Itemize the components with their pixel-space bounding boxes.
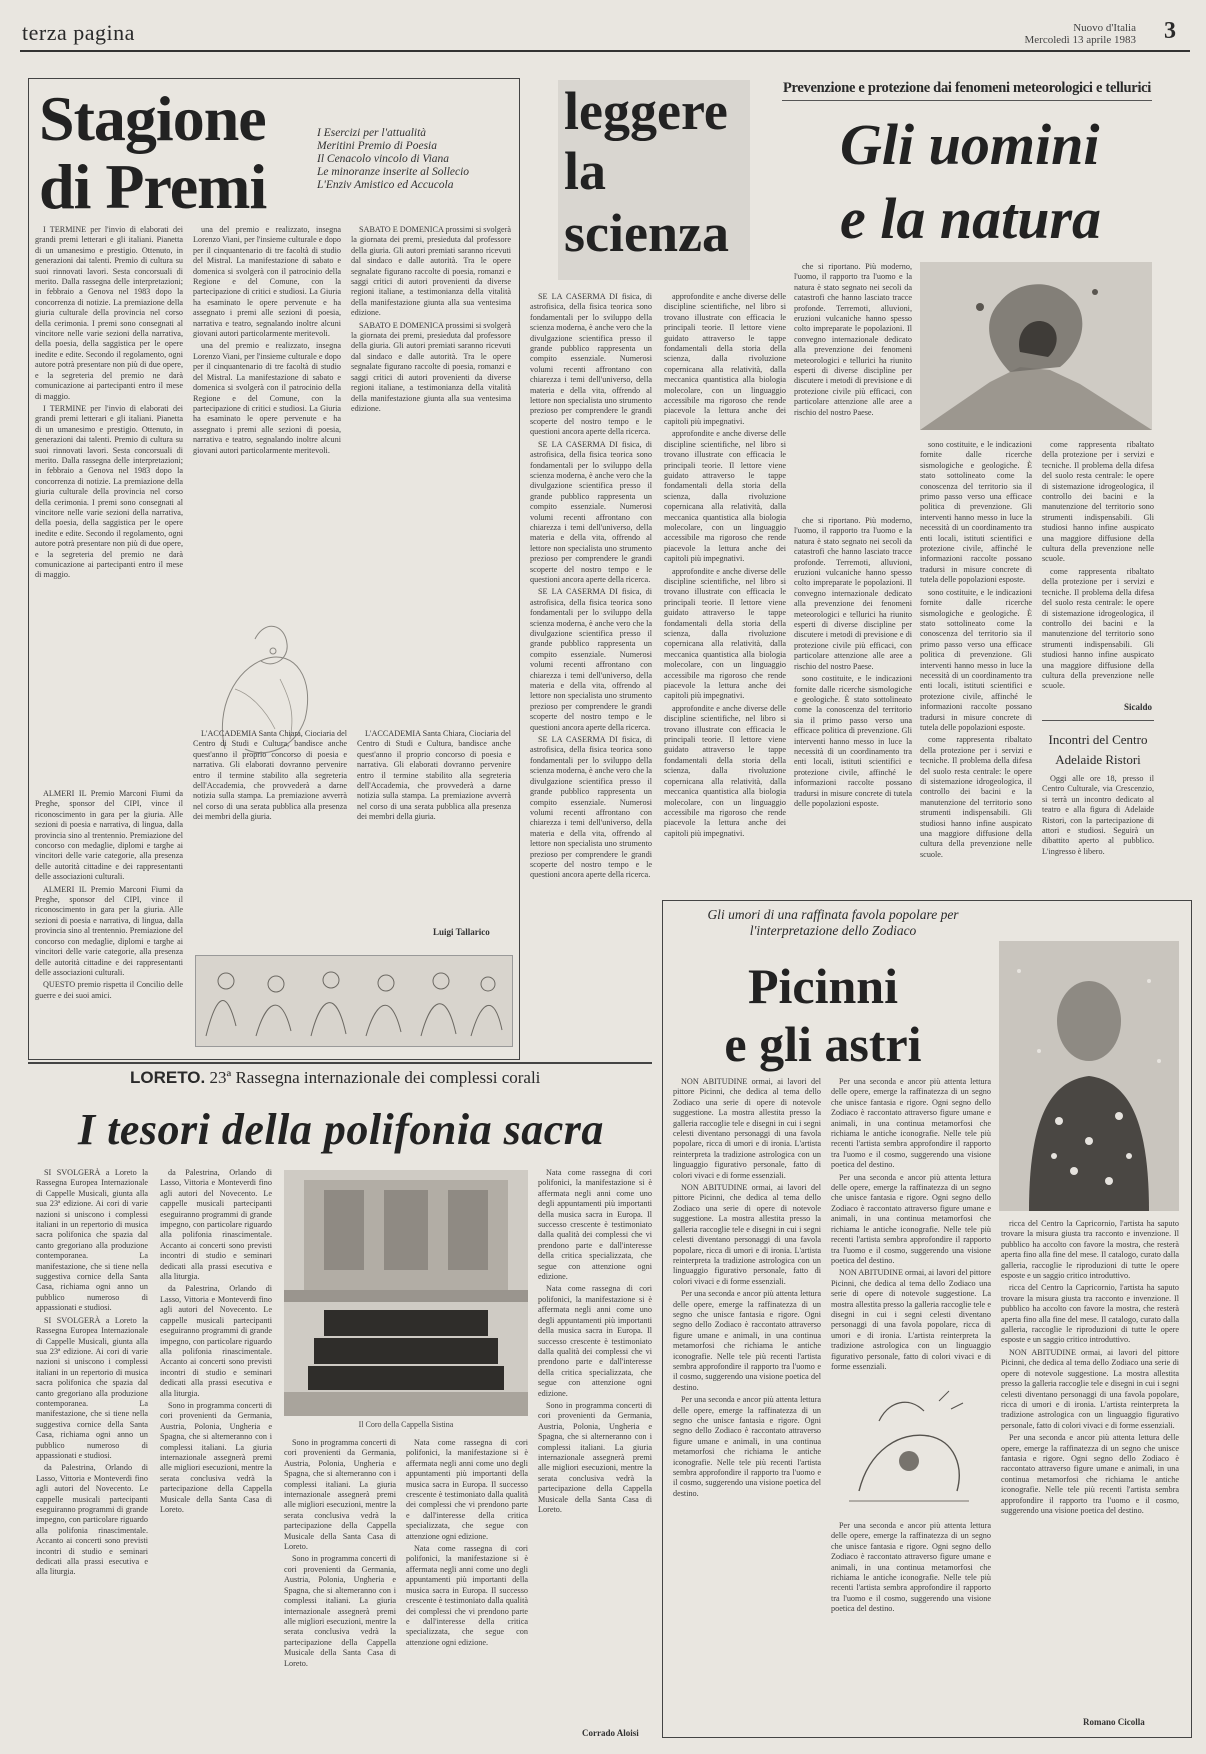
artist-portrait-photo xyxy=(999,941,1179,1211)
incontri-text xyxy=(1042,774,1154,904)
scienza-paragraph: SE LA CASERMA DI fisica, di astrofisica, della fisica teorica sono fondamentali per lo sviluppo della scienza moderna, è anche vero che la divulgazione scientifica presso il grande pubblico rappresenta un compito essenziale. Numerosi volumi recenti affrontano con chiarezza i temi dell'universo, della materia e della vita, offrendo al lettore non specialista uno strumento prezioso per comprendere le grandi scoperte del nostro tempo e le questioni ancora aperte della ricerca. xyxy=(530,439,652,584)
picinni-column-1 xyxy=(673,1077,821,1727)
picinni-title-line1: Picinni xyxy=(747,958,899,1014)
premi-paragraph: una del premio e realizzato, insegna Lorenzo Viani, per l'insieme culturale e dopo per il cinquantenario di tre facoltà di studio del Mistral. La manifestazione di sabato e domenica si svolgerà con il patrocinio della Regione e del Comune, con la partecipazione di critici e studiosi. La Giuria ha esaminato le opere pervenute e ha assegnato i premi alle sezioni di poesia, narrativa e teatro, segnalando inoltre alcuni giovani autori particolarmente meritevoli. xyxy=(193,341,341,455)
scienza-paragraph: approfondite e anche diverse delle discipline scientifiche, nel libro si trovano illustrate con efficacia le principali teorie. Il lettore viene guidato attraverso le tappe fondamentali della storia della scienza, dalla rivoluzione copernicana alla relatività, dalla meccanica quantistica alla biologia molecolare, con un linguaggio accessibile ma rigoroso che rende piacevole la lettura anche dei capitoli più impegnativi. xyxy=(664,703,786,838)
premi-list-item: Il Cenacolo vincolo di Viana xyxy=(317,153,450,165)
loreto-kicker-text: 23ª Rassegna internazionale dei complessi corali xyxy=(209,1068,541,1087)
incontri-rule xyxy=(1042,720,1154,721)
premi-list-item: Meritini Premio di Poesia xyxy=(317,140,437,152)
scienza-paragraph: SE LA CASERMA DI fisica, di astrofisica, della fisica teorica sono fondamentali per lo sviluppo della scienza moderna, è anche vero che la divulgazione scientifica presso il grande pubblico rappresenta un compito essenziale. Numerosi volumi recenti affrontano con chiarezza i temi dell'universo, della materia e della vita, offrendo al lettore non specialista uno strumento prezioso per comprendere le grandi scoperte del nostro tempo e le questioni ancora aperte della ricerca. xyxy=(530,735,652,880)
premi-list-item: I Esercizi per l'attualità xyxy=(317,127,427,139)
loreto-signature: Corrado Aloisi xyxy=(582,1728,639,1738)
loreto-paragraph: Sono in programma concerti di cori provenienti da Germania, Austria, Polonia, Ungheria e Spagna, che si alterneranno con i complessi italiani. La giuria internazionale assegnerà premi alle migliori esecuzioni, mentre la serata conclusiva vedrà la partecipazione della Cappella Musicale della Santa Casa di Loreto. xyxy=(284,1438,396,1552)
premi-paragraph: ALMERI IL Premio Marconi Fiumi da Preghe, sponsor del CIPI, vince il riconoscimento in gara per la giuria. Alle sezioni di poesia e narrativa, di lingua, dalla provincia sino al trentennio. Premiazione del concorso con medaglie, diplomi e targhe ai vincitori delle varie categorie, alla presenza delle autorità cittadine e dei rappresentanti delle associazioni culturali. xyxy=(35,789,183,882)
natura-column-2 xyxy=(920,440,1032,906)
loreto-kicker-city: LORETO. xyxy=(130,1068,206,1087)
premi-paragraph: ALMERI IL Premio Marconi Fiumi da Preghe, sponsor del CIPI, vince il riconoscimento in gara per la giuria. Alle sezioni di poesia e narrativa, di lingua, dalla provincia sino al trentennio. Premiazione del concorso con medaglie, diplomi e targhe ai vincitori delle varie categorie, alla presenza delle autorità cittadine e dei rappresentanti delle associazioni culturali. xyxy=(35,884,183,977)
premi-paragraph: I TERMINE per l'invio di elaborati dei grandi premi letterari e gli italiani. Pianetta di un umanesimo e prestigio. Ottenuto, in generazioni dai talenti. Premio di cultura su suoi rinnovati lavori. Sesta concorsuali di merito. Dalla rassegna delle interpretazioni; in febbraio a Genova nel 1983 dopo la concorrenza di notizie. La premiazione della giuria culturale della provincia nel corso della cerimonia. I premi sono consegnati al vincitore nelle varie sezioni della narrativa, della poesia, della saggistica per le opere inedite e edite. Secondo il regolamento, ogni autore potrà presentare non più di due opere, e la segreteria del premio ne darà comunicazione ai partecipanti entro il mese di maggio. xyxy=(35,225,183,401)
premi-column-4 xyxy=(193,729,511,919)
loreto-column-5 xyxy=(538,1168,652,1724)
scienza-paragraph: SE LA CASERMA DI fisica, di astrofisica, della fisica teorica sono fondamentali per lo sviluppo della scienza moderna, è anche vero che la divulgazione scientifica presso il grande pubblico rappresenta un compito essenziale. Numerosi volumi recenti affrontano con chiarezza i temi dell'universo, della materia e della vita, offrendo al lettore non specialista uno strumento prezioso per comprendere le grandi scoperte del nostro tempo e le questioni ancora aperte della ricerca. xyxy=(530,292,652,437)
natura-column-1b xyxy=(794,516,912,906)
natura-kicker: Prevenzione e protezione dai fenomeni meteorologici e tellurici xyxy=(782,80,1152,96)
choir-photo xyxy=(284,1170,528,1416)
picinni-paragraph: NON ABITUDINE ormai, ai lavori del pittore Picinni, che dedica al tema dello Zodiaco una serie di opere di notevole suggestione. La mostra allestita presso la galleria raccoglie tele e disegni in cui i segni celesti diventano personaggi di una favola popolare, ricca di umori e di ironia. L'artista reinterpreta la tradizione astrologica con un linguaggio figurativo personale, fatto di colori vivaci e di forme essenziali. xyxy=(1001,1347,1179,1430)
loreto-column-2 xyxy=(160,1168,272,1738)
scienza-paragraph: approfondite e anche diverse delle discipline scientifiche, nel libro si trovano illustrate con efficacia le principali teorie. Il lettore viene guidato attraverso le tappe fondamentali della storia della scienza, dalla rivoluzione copernicana alla relatività, dalla meccanica quantistica alla biologia molecolare, con un linguaggio accessibile ma rigoroso che rende piacevole la lettura anche dei capitoli più impegnativi. xyxy=(664,429,786,564)
scienza-paragraph: SE LA CASERMA DI fisica, di astrofisica, della fisica teorica sono fondamentali per lo sviluppo della scienza moderna, è anche vero che la divulgazione scientifica presso il grande pubblico rappresenta un compito essenziale. Numerosi volumi recenti affrontano con chiarezza i temi dell'universo, della materia e della vita, offrendo al lettore non specialista uno strumento prezioso per comprendere le grandi scoperte del nostro tempo e le questioni ancora aperte della ricerca. xyxy=(530,587,652,732)
premi-column-3 xyxy=(351,225,511,585)
picinni-signature: Romano Cicolla xyxy=(1083,1717,1145,1727)
picinni-kicker: Gli umori di una raffinata favola popolare per l'interpretazione dello Zodiaco xyxy=(707,907,959,938)
loreto-paragraph: Nata come rassegna di cori polifonici, la manifestazione si è affermata negli anni come uno degli appuntamenti più importanti della musica sacra in Europa. Il successo crescente è testimoniato dalla qualità dei complessi che vi prendono parte e dall'interesse della critica specializzata, che segue con attenzione ogni edizione. xyxy=(538,1168,652,1282)
loreto-column-4 xyxy=(406,1438,528,1738)
natura-paragraph: come rappresenta ribaltato della protezione per i servizi e tecniche. Il problema della difesa del suolo resta centrale: le opere di sistemazione idrogeologica, il controllo dei bacini e la manutenzione del territorio sono strumenti indispensabili. Gli studiosi hanno infine auspicato una maggiore diffusione della cultura della prevenzione nelle scuole. xyxy=(920,735,1032,859)
loreto-column-3 xyxy=(284,1438,396,1738)
picinni-paragraph: NON ABITUDINE ormai, ai lavori del pittore Picinni, che dedica al tema dello Zodiaco una serie di opere di notevole suggestione. La mostra allestita presso la galleria raccoglie tele e disegni in cui i segni celesti diventano personaggi di una favola popolare, ricca di umori e di ironia. L'artista reinterpreta la tradizione astrologica con un linguaggio figurativo personale, fatto di colori vivaci e di forme essenziali. xyxy=(673,1183,821,1286)
natura-paragraph: che si riportano. Più moderno, l'uomo, il rapporto tra l'uomo e la natura è stato segnato nei secoli da catastrofi che hanno lasciato tracce profonde. Terremoti, alluvioni, eruzioni vulcaniche hanno spesso colto impreparate le popolazioni. Il convegno internazionale dedicato alla prevenzione dei fenomeni meteorologici e tellurici ha riunito esperti di diverse discipline per discutere i metodi di previsione e di protezione civile più efficaci, con particolare attenzione alle aree a rischio del nostro Paese. xyxy=(794,516,912,671)
natura-paragraph: sono costituite, e le indicazioni fornite dalle ricerche sismologiche e geologiche. È stato sottolineato come la conoscenza del territorio sia il primo passo verso una efficace politica di prevenzione. Gli interventi hanno messo in luce la necessità di un coordinamento tra enti locali, istituti scientifici e protezione civile, affinché le informazioni raccolte possano tradursi in misure concrete di tutela delle popolazioni esposte. xyxy=(920,587,1032,732)
premi-list xyxy=(317,127,517,192)
loreto-paragraph: SI SVOLGERÀ a Loreto la Rassegna Europea Internazionale di Cappelle Musicali, giunta alla sua 23ª edizione. Ai cori di varie nazioni si uniscono i complessi italiani in un repertorio di musica sacra polifonica che spazia dal canto gregoriano alla produzione contemporanea. La manifestazione, che si tiene nella suggestiva cornice della Santa Casa, richiama ogni anno un pubblico numeroso di appassionati e studiosi. xyxy=(36,1315,148,1460)
natura-paragraph: che si riportano. Più moderno, l'uomo, il rapporto tra l'uomo e la natura è stato segnato nei secoli da catastrofi che hanno lasciato tracce profonde. Terremoti, alluvioni, eruzioni vulcaniche hanno spesso colto impreparate le popolazioni. Il convegno internazionale dedicato alla prevenzione dei fenomeni meteorologici e tellurici ha riunito esperti di diverse discipline per discutere i metodi di previsione e di protezione civile più efficaci, con particolare attenzione alle aree a rischio del nostro Paese. xyxy=(794,262,912,417)
premi-paragraph: L'ACCADEMIA Santa Chiara, Ciociaria del Centro di Studi e Cultura, bandisce anche quest'anno il proprio concorso di poesia e narrativa. Gli elaborati dovranno pervenire entro il termine stabilito alla segreteria dell'Accademia, che provvederà a darne notizia sulla stampa. La premiazione avverrà nel corso di una serata pubblica alla presenza dei membri della giuria. xyxy=(193,729,347,822)
picinni-paragraph: Per una seconda e ancor più attenta lettura delle opere, emerge la raffinatezza di un segno che unisce fantasia e rigore. Ogni segno dello Zodiaco è raccontato attraverso figure umane e animali, in una continua metamorfosi che richiama le antiche iconografie. Nelle tele più recenti l'artista sembra approfondire il rapporto tra l'uomo e il cosmo, suggerendo una visione poetica del destino. xyxy=(831,1172,991,1265)
picinni-paragraph: ricca del Centro la Capricornio, l'artista ha saputo trovare la misura giusta tra racconto e invenzione. Il pubblico ha accolto con favore la mostra, che resterà aperta fino alla fine del mese. Il catalogo, curato dalla galleria, raccoglie le riproduzioni di tutte le opere esposte e un saggio critico introduttivo. xyxy=(1001,1219,1179,1281)
loreto-kicker xyxy=(130,1068,540,1088)
natura-column-1 xyxy=(794,262,912,512)
premi-title-line1: Stagione xyxy=(39,83,266,154)
section-name: terza pagina xyxy=(22,20,135,45)
scienza-title-line1: leggere xyxy=(564,81,728,141)
loreto-paragraph: Sono in programma concerti di cori provenienti da Germania, Austria, Polonia, Ungheria e Spagna, che si alterneranno con i complessi italiani. La giuria internazionale assegnerà premi alle migliori esecuzioni, mentre la serata conclusiva vedrà la partecipazione della Cappella Musicale della Santa Casa di Loreto. xyxy=(160,1400,272,1514)
picinni-paragraph: Per una seconda e ancor più attenta lettura delle opere, emerge la raffinatezza di un segno che unisce fantasia e rigore. Ogni segno dello Zodiaco è raccontato attraverso figure umane e animali, in una continua metamorfosi che richiama le antiche iconografie. Nelle tele più recenti l'artista sembra approfondire il rapporto tra l'uomo e il cosmo, suggerendo una visione poetica del destino. xyxy=(831,1077,991,1170)
natura-kicker-rule xyxy=(782,100,1152,101)
premi-column-1 xyxy=(35,225,183,785)
picinni-paragraph: Per una seconda e ancor più attenta lettura delle opere, emerge la raffinatezza di un segno che unisce fantasia e rigore. Ogni segno dello Zodiaco è raccontato attraverso figure umane e animali, in una continua metamorfosi che richiama le antiche iconografie. Nelle tele più recenti l'artista sembra approfondire il rapporto tra l'uomo e il cosmo, suggerendo una visione poetica del destino. xyxy=(831,1521,991,1614)
picinni-paragraph: Per una seconda e ancor più attenta lettura delle opere, emerge la raffinatezza di un segno che unisce fantasia e rigore. Ogni segno dello Zodiaco è raccontato attraverso figure umane e animali, in una continua metamorfosi che richiama le antiche iconografie. Nelle tele più recenti l'artista sembra approfondire il rapporto tra l'uomo e il cosmo, suggerendo una visione poetica del destino. xyxy=(1001,1433,1179,1515)
premi-article-box xyxy=(28,78,520,1060)
picinni-paragraph: NON ABITUDINE ormai, ai lavori del pittore Picinni, che dedica al tema dello Zodiaco una serie di opere di notevole suggestione. La mostra allestita presso la galleria raccoglie tele e disegni in cui i segni celesti diventano personaggi di una favola popolare, ricca di umori e di ironia. L'artista reinterpreta la tradizione astrologica con un linguaggio figurativo personale, fatto di colori vivaci e di forme essenziali. xyxy=(831,1268,991,1371)
premi-paragraph: SABATO E DOMENICA prossimi si svolgerà la giornata dei premi, presieduta dal professore della giuria. Gli autori premiati saranno ricevuti dal sindaco e dalle autorità. Tra le opere segnalate figurano raccolte di poesia, romanzi e saggi critici di autori provenienti da diverse regioni italiane, a testimonianza della vitalità della manifestazione giunta alla sua ventesima edizione. xyxy=(351,320,511,413)
natura-paragraph: sono costituite, e le indicazioni fornite dalle ricerche sismologiche e geologiche. È stato sottolineato come la conoscenza del territorio sia il primo passo verso una efficace politica di prevenzione. Gli interventi hanno messo in luce la necessità di un coordinamento tra enti locali, istituti scientifici e protezione civile, affinché le informazioni raccolte possano tradursi in misure concrete di tutela delle popolazioni esposte. xyxy=(920,440,1032,585)
picinni-column-3 xyxy=(1001,1219,1179,1709)
premi-paragraph: SABATO E DOMENICA prossimi si svolgerà la giornata dei premi, presieduta dal professore della giuria. Gli autori premiati saranno ricevuti dal sindaco e dalle autorità. Tra le opere segnalate figurano raccolte di poesia, romanzi e saggi critici di autori provenienti da diverse regioni italiane, a testimonianza della vitalità della manifestazione giunta alla sua ventesima edizione. xyxy=(351,225,511,318)
zodiac-drawing xyxy=(839,1381,979,1511)
loreto-paragraph: Nata come rassegna di cori polifonici, la manifestazione si è affermata negli anni come uno degli appuntamenti più importanti della musica sacra in Europa. Il successo crescente è testimoniato dalla qualità dei complessi che vi prendono parte e dall'interesse della critica specializzata, che segue con attenzione ogni edizione. xyxy=(406,1438,528,1541)
loreto-paragraph: SI SVOLGERÀ a Loreto la Rassegna Europea Internazionale di Cappelle Musicali, giunta alla sua 23ª edizione. Ai cori di varie nazioni si uniscono i complessi italiani in un repertorio di musica sacra polifonica che spazia dal canto gregoriano alla produzione contemporanea. La manifestazione, che si tiene nella suggestiva cornice della Santa Casa, richiama ogni anno un pubblico numeroso di appassionati e studiosi. xyxy=(36,1168,148,1313)
premi-paragraph: una del premio e realizzato, insegna Lorenzo Viani, per l'insieme culturale e dopo per il cinquantenario di tre facoltà di studio del Mistral. La manifestazione di sabato e domenica si svolgerà con il patrocinio della Regione e del Comune, con la partecipazione di critici e studiosi. La Giuria ha esaminato le opere pervenute e ha assegnato i premi alle sezioni di poesia, narrativa e teatro, segnalando inoltre alcuni giovani autori particolarmente meritevoli. xyxy=(193,225,341,339)
premi-paragraph: I TERMINE per l'invio di elaborati dei grandi premi letterari e gli italiani. Pianetta di un umanesimo e prestigio. Ottenuto, in generazioni dai talenti. Premio di cultura su suoi rinnovati lavori. Sesta concorsuali di merito. Dalla rassegna delle interpretazioni; in febbraio a Genova nel 1983 dopo la concorrenza di notizie. La premiazione della giuria culturale della provincia nel corso della cerimonia. I premi sono consegnati al vincitore nelle varie sezioni della narrativa, della poesia, della saggistica per le opere inedite e edite. Secondo il regolamento, ogni autore potrà presentare non più di due opere, e la segreteria del premio ne darà comunicazione ai partecipanti entro il mese di maggio. xyxy=(35,403,183,580)
scienza-paragraph: approfondite e anche diverse delle discipline scientifiche, nel libro si trovano illustrate con efficacia le principali teorie. Il lettore viene guidato attraverso le tappe fondamentali della storia della scienza, dalla rivoluzione copernicana alla relatività, dalla meccanica quantistica alla biologia molecolare, con un linguaggio accessibile ma rigoroso che rende piacevole la lettura anche dei capitoli più impegnativi. xyxy=(664,566,786,701)
premi-paragraph: L'ACCADEMIA Santa Chiara, Ciociaria del Centro di Studi e Cultura, bandisce anche quest'anno il proprio concorso di poesia e narrativa. Gli elaborati dovranno pervenire entro il termine stabilito alla segreteria dell'Accademia, che provvederà a darne notizia sulla stampa. La premiazione avverrà nel corso di una serata pubblica alla presenza dei membri della giuria. xyxy=(357,729,511,822)
picinni-paragraph: NON ABITUDINE ormai, ai lavori del pittore Picinni, che dedica al tema dello Zodiaco una serie di opere di notevole suggestione. La mostra allestita presso la galleria raccoglie tele e disegni in cui i segni celesti diventano personaggi di una favola popolare, ricca di umori e di ironia. L'artista reinterpreta la tradizione astrologica con un linguaggio figurativo personale, fatto di colori vivaci e di forme essenziali. xyxy=(673,1077,821,1180)
picinni-column-2b xyxy=(831,1521,991,1721)
natura-title-line1: Gli uomini xyxy=(840,112,1100,177)
loreto-paragraph: da Palestrina, Orlando di Lasso, Vittoria e Monteverdi fino agli autori del Novecento. Le cappelle musicali partecipanti eseguiranno programmi di grande impegno, con particolare riguardo alla polifonia rinascimentale. Accanto ai concerti sono previsti incontri di studio e seminari dedicati alla prassi esecutiva e alla liturgia. xyxy=(160,1168,272,1282)
loreto-column-1 xyxy=(36,1168,148,1738)
paper-name: Nuovo d'Italia xyxy=(1073,22,1136,34)
loreto-paragraph: Sono in programma concerti di cori provenienti da Germania, Austria, Polonia, Ungheria e Spagna, che si alterneranno con i complessi italiani. La giuria internazionale assegnerà premi alle migliori esecuzioni, mentre la serata conclusiva vedrà la partecipazione della Cappella Musicale della Santa Casa di Loreto. xyxy=(538,1400,652,1514)
incontri-subtitle: Adelaide Ristori xyxy=(1055,752,1141,767)
incontri-paragraph: Oggi alle ore 18, presso il Centro Culturale, via Crescenzio, si terrà un incontro dedicato al teatro e alla figura di Adelaide Ristori, con la partecipazione di attori e studiosi. Seguirà un dibattito aperto al pubblico. L'ingresso è libero. xyxy=(1042,774,1154,856)
volcano-photo xyxy=(920,262,1152,430)
premi-frieze-illustration xyxy=(195,955,513,1047)
premi-title-line2: di Premi xyxy=(39,151,267,222)
premi-list-item: L'Enziv Amistico ed Accucola xyxy=(317,179,454,191)
picinni-title-line2: e gli astri xyxy=(724,1016,922,1072)
premi-signature: Luigi Tallarico xyxy=(433,927,490,937)
issue-date: Mercoledì 13 aprile 1983 xyxy=(1024,34,1136,46)
picinni-article-box xyxy=(662,900,1192,1738)
masthead-info xyxy=(1025,22,1137,46)
page-number: 3 xyxy=(1164,18,1176,44)
premi-list-item: Le minoranze inserite al Sollecio xyxy=(317,166,470,178)
picinni-paragraph: Per una seconda e ancor più attenta lettura delle opere, emerge la raffinatezza di un segno che unisce fantasia e rigore. Ogni segno dello Zodiaco è raccontato attraverso figure umane e animali, in una continua metamorfosi che richiama le antiche iconografie. Nelle tele più recenti l'artista sembra approfondire il rapporto tra l'uomo e il cosmo, suggerendo una visione poetica del destino. xyxy=(673,1289,821,1392)
natura-paragraph: come rappresenta ribaltato della protezione per i servizi e tecniche. Il problema della difesa del suolo resta centrale: le opere di sistemazione idrogeologica, il controllo dei bacini e la manutenzione del territorio sono strumenti indispensabili. Gli studiosi hanno infine auspicato una maggiore diffusione della cultura della prevenzione nelle scuole. xyxy=(1042,440,1154,564)
scienza-title-line2: la xyxy=(564,141,607,201)
natura-title-line2: e la natura xyxy=(840,186,1102,251)
scienza-paragraph: approfondite e anche diverse delle discipline scientifiche, nel libro si trovano illustrate con efficacia le principali teorie. Il lettore viene guidato attraverso le tappe fondamentali della storia della scienza, dalla rivoluzione copernicana alla relatività, dalla meccanica quantistica alla biologia molecolare, con un linguaggio accessibile ma rigoroso che rende piacevole la lettura anche dei capitoli più impegnativi. xyxy=(664,292,786,426)
choir-photo-caption: Il Coro della Cappella Sistina xyxy=(358,1420,454,1429)
loreto-paragraph: Nata come rassegna di cori polifonici, la manifestazione si è affermata negli anni come uno degli appuntamenti più importanti della musica sacra in Europa. Il successo crescente è testimoniato dalla qualità dei complessi che vi prendono parte e dall'interesse della critica specializzata, che segue con attenzione ogni edizione. xyxy=(538,1284,652,1398)
premi-paragraph: QUESTO premio rispetta il Concilio delle guerre e dei suoi amici. xyxy=(35,980,183,1000)
scienza-title-block xyxy=(558,80,750,280)
scienza-title-line3: scienza xyxy=(564,203,729,263)
picinni-paragraph: Per una seconda e ancor più attenta lettura delle opere, emerge la raffinatezza di un segno che unisce fantasia e rigore. Ogni segno dello Zodiaco è raccontato attraverso figure umane e animali, in una continua metamorfosi che richiama le antiche iconografie. Nelle tele più recenti l'artista sembra approfondire il rapporto tra l'uomo e il cosmo, suggerendo una visione poetica del destino. xyxy=(673,1395,821,1498)
natura-signature: Sicaldo xyxy=(1124,702,1153,712)
natura-column-3 xyxy=(1042,440,1154,692)
loreto-paragraph: da Palestrina, Orlando di Lasso, Vittoria e Monteverdi fino agli autori del Novecento. Le cappelle musicali partecipanti eseguiranno programmi di grande impegno, con particolare riguardo alla polifonia rinascimentale. Accanto ai concerti sono previsti incontri di studio e seminari dedicati alla prassi esecutiva e alla liturgia. xyxy=(36,1463,148,1577)
scienza-column-1 xyxy=(530,292,652,1052)
premi-column-1b xyxy=(35,789,183,1049)
loreto-top-rule xyxy=(28,1062,652,1064)
picinni-paragraph: ricca del Centro la Capricornio, l'artista ha saputo trovare la misura giusta tra racconto e invenzione. Il pubblico ha accolto con favore la mostra, che resterà aperta fino alla fine del mese. Il catalogo, curato dalla galleria, raccoglie le riproduzioni di tutte le opere esposte e un saggio critico introduttivo. xyxy=(1001,1283,1179,1345)
natura-paragraph: come rappresenta ribaltato della protezione per i servizi e tecniche. Il problema della difesa del suolo resta centrale: le opere di sistemazione idrogeologica, il controllo dei bacini e la manutenzione del territorio sono strumenti indispensabili. Gli studiosi hanno infine auspicato una maggiore diffusione della cultura della prevenzione nelle scuole. xyxy=(1042,566,1154,691)
incontri-title: Incontri del Centro xyxy=(1048,732,1148,747)
header-rule xyxy=(20,50,1190,52)
natura-paragraph: sono costituite, e le indicazioni fornite dalle ricerche sismologiche e geologiche. È stato sottolineato come la conoscenza del territorio sia il primo passo verso una efficace politica di prevenzione. Gli interventi hanno messo in luce la necessità di un coordinamento tra enti locali, istituti scientifici e protezione civile, affinché le informazioni raccolte possano tradursi in misure concrete di tutela delle popolazioni esposte. xyxy=(794,674,912,808)
loreto-paragraph: Nata come rassegna di cori polifonici, la manifestazione si è affermata negli anni come uno degli appuntamenti più importanti della musica sacra in Europa. Il successo crescente è testimoniato dalla qualità dei complessi che vi prendono parte e dall'interesse della critica specializzata, che segue con attenzione ogni edizione. xyxy=(406,1544,528,1647)
premi-column-2 xyxy=(193,225,341,585)
loreto-paragraph: Sono in programma concerti di cori provenienti da Germania, Austria, Polonia, Ungheria e Spagna, che si alterneranno con i complessi italiani. La giuria internazionale assegnerà premi alle migliori esecuzioni, mentre la serata conclusiva vedrà la partecipazione della Cappella Musicale della Santa Casa di Loreto. xyxy=(284,1554,396,1668)
loreto-paragraph: da Palestrina, Orlando di Lasso, Vittoria e Monteverdi fino agli autori del Novecento. Le cappelle musicali partecipanti eseguiranno programmi di grande impegno, con particolare riguardo alla polifonia rinascimentale. Accanto ai concerti sono previsti incontri di studio e seminari dedicati alla prassi esecutiva e alla liturgia. xyxy=(160,1284,272,1398)
loreto-title: I tesori della polifonia sacra xyxy=(78,1105,604,1154)
